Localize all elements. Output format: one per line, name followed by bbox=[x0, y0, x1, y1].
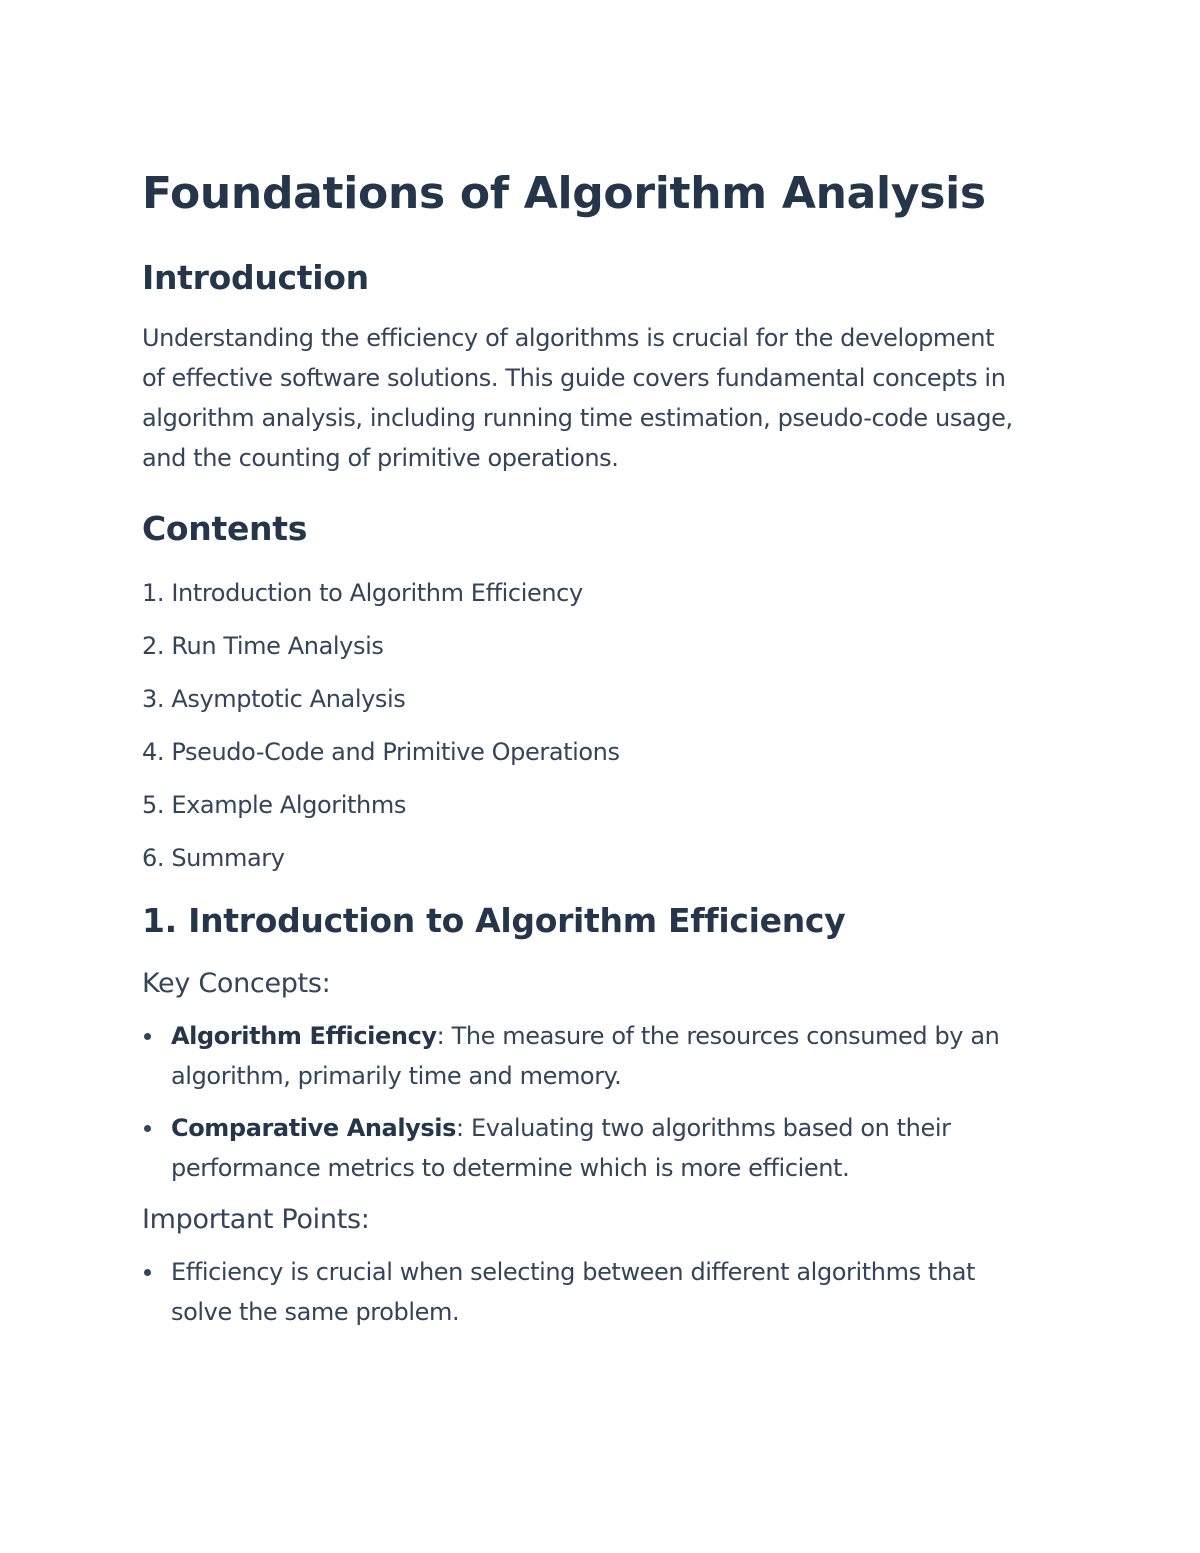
toc-item-number: 1. bbox=[142, 579, 165, 607]
toc-item-label: Pseudo-Code and Primitive Operations bbox=[171, 738, 620, 766]
important-points-list bbox=[142, 1252, 1062, 1332]
section-1-heading: 1. Introduction to Algorithm Efficiency bbox=[142, 901, 846, 940]
bullet-icon bbox=[144, 1269, 151, 1276]
toc-item-label: Example Algorithms bbox=[171, 791, 406, 819]
introduction-line: algorithm analysis, including running time estimation, pseudo-code usage, bbox=[142, 404, 1013, 432]
toc-item bbox=[142, 573, 1062, 613]
toc-item bbox=[142, 838, 1062, 878]
toc-item-label: Summary bbox=[171, 844, 285, 872]
concept-description: : Evaluating two algorithms based on their bbox=[456, 1114, 951, 1142]
toc-item bbox=[142, 679, 1062, 719]
introduction-line: Understanding the efficiency of algorithms is crucial for the development bbox=[142, 324, 995, 352]
toc-item-label: Run Time Analysis bbox=[171, 632, 384, 660]
document-page bbox=[142, 163, 1062, 1332]
contents-heading: Contents bbox=[142, 509, 308, 548]
concept-description: : The measure of the resources consumed by an bbox=[436, 1022, 1000, 1050]
toc-item bbox=[142, 785, 1062, 825]
key-concepts-heading: Key Concepts: bbox=[142, 968, 331, 999]
important-points-heading: Important Points: bbox=[142, 1204, 370, 1235]
concept-description-continued: performance metrics to determine which is more efficient. bbox=[171, 1154, 850, 1182]
introduction-line: of effective software solutions. This guide covers fundamental concepts in bbox=[142, 364, 1006, 392]
toc-item-label: Introduction to Algorithm Efficiency bbox=[171, 579, 583, 607]
introduction-paragraph bbox=[142, 318, 1062, 478]
list-item bbox=[142, 1252, 1062, 1332]
toc-item-number: 5. bbox=[142, 791, 165, 819]
toc-item-label: Asymptotic Analysis bbox=[171, 685, 406, 713]
toc-item-number: 3. bbox=[142, 685, 165, 713]
bullet-icon bbox=[144, 1033, 151, 1040]
key-concepts-list bbox=[142, 1016, 1062, 1188]
list-item bbox=[142, 1016, 1062, 1096]
concept-term: Comparative Analysis bbox=[171, 1114, 457, 1142]
toc-item bbox=[142, 626, 1062, 666]
introduction-line: and the counting of primitive operations. bbox=[142, 444, 619, 472]
bullet-icon bbox=[144, 1125, 151, 1132]
table-of-contents bbox=[142, 573, 1062, 878]
concept-term: Algorithm Efficiency bbox=[171, 1022, 437, 1050]
concept-description-continued: algorithm, primarily time and memory. bbox=[171, 1062, 622, 1090]
introduction-heading: Introduction bbox=[142, 258, 369, 297]
list-item bbox=[142, 1108, 1062, 1188]
toc-item-number: 4. bbox=[142, 738, 165, 766]
toc-item-number: 6. bbox=[142, 844, 165, 872]
toc-item-number: 2. bbox=[142, 632, 165, 660]
document-title: Foundations of Algorithm Analysis bbox=[142, 168, 986, 219]
point-text: Efficiency is crucial when selecting between different algorithms that bbox=[171, 1258, 976, 1286]
point-text-continued: solve the same problem. bbox=[171, 1298, 460, 1326]
toc-item bbox=[142, 732, 1062, 772]
